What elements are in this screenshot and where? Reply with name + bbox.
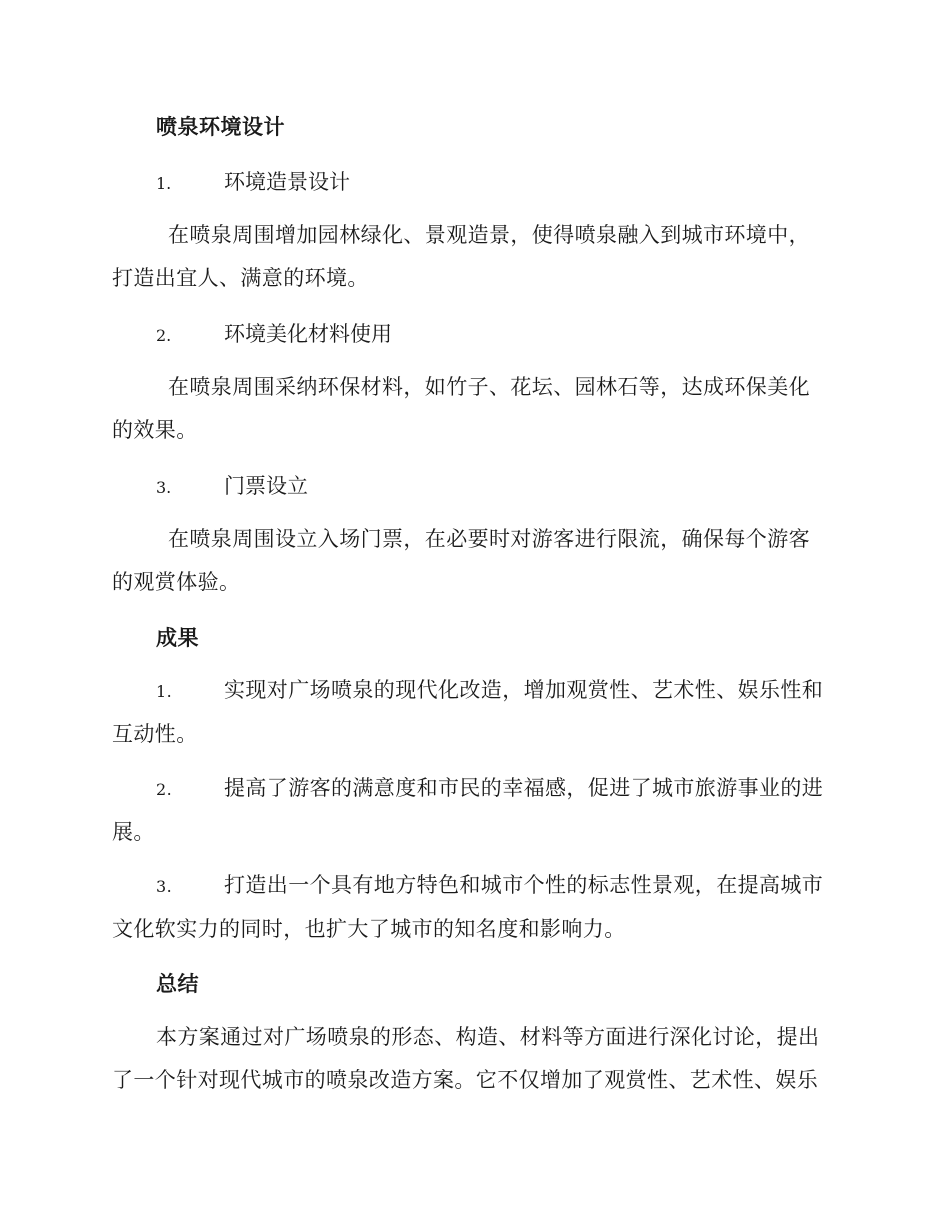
section-heading-results: 成果 [156, 625, 199, 650]
paragraph-line: 了一个针对现代城市的喷泉改造方案。它不仅增加了观赏性、艺术性、娱乐 [112, 1068, 819, 1092]
paragraph-line [112, 864, 837, 908]
paragraph-line: 的效果。 [112, 418, 198, 442]
env-item-1-paragraph [112, 214, 837, 300]
section-heading-summary: 总结 [156, 971, 199, 996]
list-number: 3. [156, 877, 173, 896]
paragraph-line [112, 767, 837, 811]
paragraph-line: 展。 [112, 820, 155, 844]
results-item-2-text: 提高了游客的满意度和市民的幸福感，促进了城市旅游事业的进 [224, 776, 824, 800]
list-number: 1. [156, 174, 172, 193]
paragraph-line: 打造出宜人、满意的环境。 [112, 266, 369, 290]
results-item-1-text: 实现对广场喷泉的现代化改造，增加观赏性、艺术性、娱乐性和 [224, 678, 824, 702]
results-item-2 [112, 767, 837, 854]
paragraph-line: 本方案通过对广场喷泉的形态、构造、材料等方面进行深化讨论，提出 [156, 1025, 820, 1049]
list-number: 3. [156, 478, 172, 497]
list-number: 1. [156, 682, 173, 701]
paragraph-line: 在喷泉周围采纳环保材料，如竹子、花坛、园林石等，达成环保美化 [168, 375, 810, 399]
env-item-1-heading [156, 167, 350, 199]
paragraph-line: 的观赏体验。 [112, 570, 241, 594]
env-item-2-heading [156, 319, 392, 351]
results-item-1 [112, 669, 837, 756]
env-item-3-paragraph [112, 518, 837, 604]
env-item-3-heading [156, 471, 308, 503]
results-item-3-text: 打造出一个具有地方特色和城市个性的标志性景观，在提高城市 [224, 873, 824, 897]
env-item-1-label: 环境造景设计 [224, 170, 350, 194]
paragraph-line [112, 669, 837, 713]
list-number: 2. [156, 780, 173, 799]
env-item-2-paragraph [112, 366, 837, 452]
paragraph-line: 文化软实力的同时，也扩大了城市的知名度和影响力。 [112, 917, 626, 941]
env-item-2-label: 环境美化材料使用 [224, 322, 392, 346]
section-heading-environment: 喷泉环境设计 [156, 114, 285, 139]
paragraph-line: 互动性。 [112, 722, 198, 746]
summary-paragraph [112, 1016, 837, 1102]
results-item-3 [112, 864, 837, 951]
env-item-3-label: 门票设立 [224, 474, 308, 498]
paragraph-line: 在喷泉周围设立入场门票，在必要时对游客进行限流，确保每个游客 [168, 527, 810, 551]
paragraph-line: 在喷泉周围增加园林绿化、景观造景，使得喷泉融入到城市环境中， [168, 223, 810, 247]
list-number: 2. [156, 326, 172, 345]
